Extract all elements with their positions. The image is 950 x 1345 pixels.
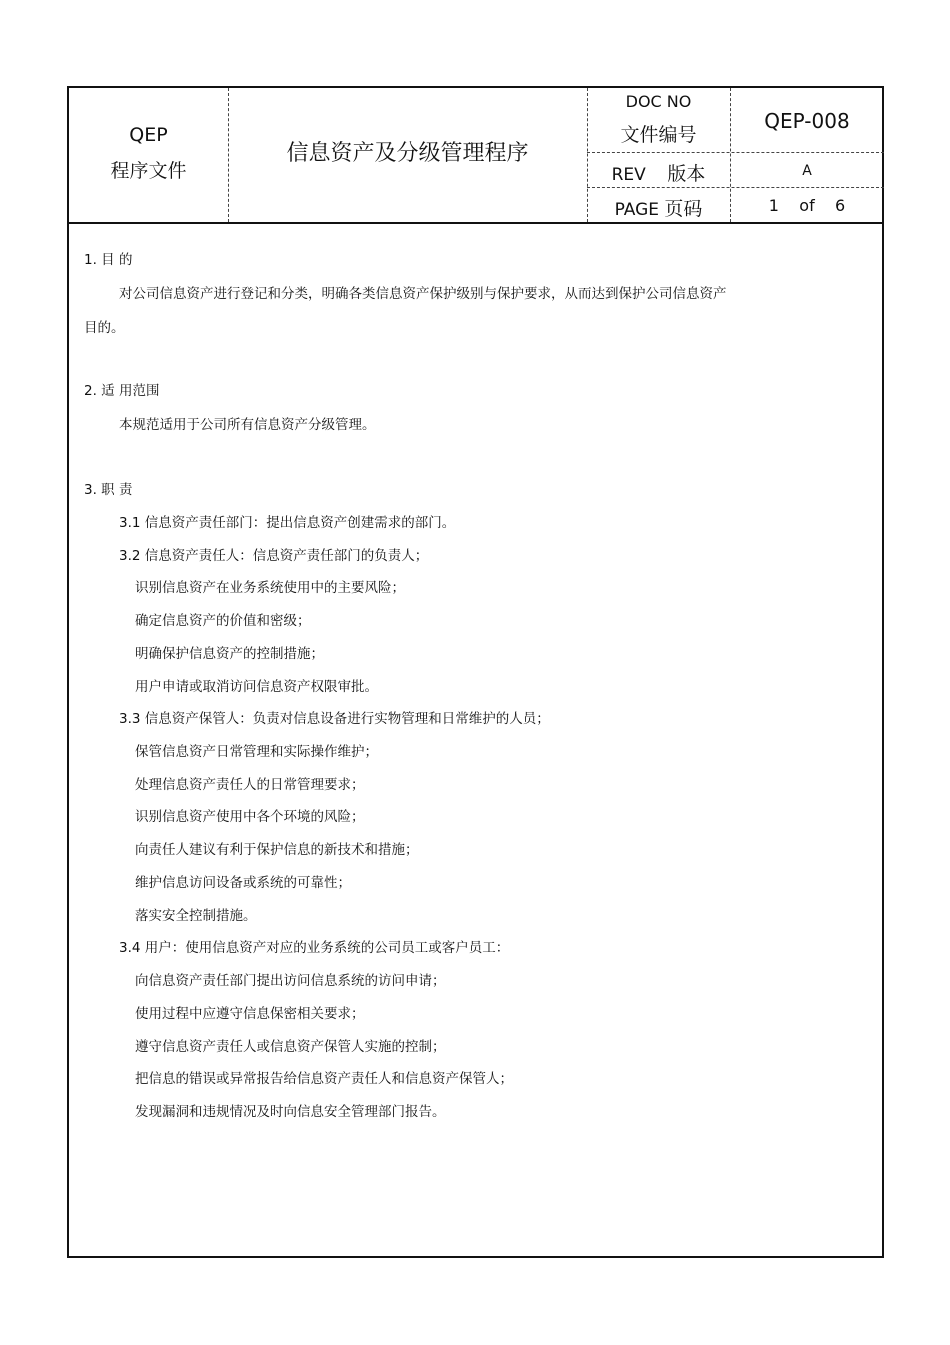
- header-row-divider: [587, 152, 884, 153]
- section-2-heading: 2. 适 用范围: [84, 383, 160, 399]
- doc-type-label: 程序文件: [110, 160, 187, 182]
- list-item: 遵守信息资产责任人或信息资产保管人实施的控制；: [135, 1039, 446, 1055]
- list-item: 向信息资产责任部门提出访问信息系统的访问申请；: [135, 973, 446, 989]
- list-item: 用户申请或取消访问信息资产权限审批。: [135, 679, 378, 695]
- list-item: 发现漏洞和违规情况及时向信息安全管理部门报告。: [135, 1104, 446, 1120]
- section-3-1: 3.1 信息资产责任部门：提出信息资产创建需求的部门。: [119, 515, 456, 531]
- doc-no-label-en: DOC NO: [625, 92, 692, 111]
- list-item: 使用过程中应遵守信息保密相关要求；: [135, 1006, 365, 1022]
- list-item: 确定信息资产的价值和密级；: [135, 613, 311, 629]
- section-3-4: 3.4 用户：使用信息资产对应的业务系统的公司员工或客户员工：: [119, 940, 510, 956]
- list-item: 把信息的错误或异常报告给信息资产责任人和信息资产保管人；: [135, 1071, 513, 1087]
- doc-no-label-cn: 文件编号: [620, 124, 697, 146]
- section-1-text: 对公司信息资产进行登记和分类，明确各类信息资产保护级别与保护要求，从而达到保护公司信息资产: [119, 286, 727, 302]
- rev-label-cn: 版本: [667, 163, 706, 185]
- page-total: 6: [835, 196, 846, 215]
- document-header: [69, 88, 882, 224]
- rev-label-en: REV: [611, 165, 646, 185]
- page-label-cn: 页码: [664, 198, 703, 220]
- section-3-3: 3.3 信息资产保管人：负责对信息设备进行实物管理和日常维护的人员；: [119, 711, 550, 727]
- section-1-heading: 1. 目 的: [84, 252, 133, 268]
- section-2-text: 本规范适用于公司所有信息资产分级管理。: [119, 417, 376, 433]
- section-3-2: 3.2 信息资产责任人：信息资产责任部门的负责人；: [119, 548, 429, 564]
- list-item: 保管信息资产日常管理和实际操作维护；: [135, 744, 378, 760]
- list-item: 处理信息资产责任人的日常管理要求；: [135, 777, 365, 793]
- rev-label: [587, 159, 730, 186]
- qep-label: QEP: [129, 124, 168, 146]
- list-item: 识别信息资产使用中各个环境的风险；: [135, 809, 365, 825]
- page-current: 1: [768, 196, 779, 215]
- rev-value: A: [802, 163, 812, 179]
- list-item: 落实安全控制措施。: [135, 908, 257, 924]
- page-label-en: PAGE: [614, 200, 659, 220]
- list-item: 明确保护信息资产的控制措施；: [135, 646, 324, 662]
- list-item: 识别信息资产在业务系统使用中的主要风险；: [135, 580, 405, 596]
- section-3-heading: 3. 职 责: [84, 482, 133, 498]
- doc-no-value: QEP-008: [764, 109, 850, 133]
- page-label: [587, 194, 730, 221]
- page-number: [730, 196, 884, 215]
- page-title: 信息资产及分级管理程序: [286, 141, 529, 166]
- page-of: of: [799, 196, 815, 215]
- section-1-text-cont: 目的。: [84, 320, 125, 336]
- list-item: 向责任人建议有利于保护信息的新技术和措施；: [135, 842, 419, 858]
- list-item: 维护信息访问设备或系统的可靠性；: [135, 875, 351, 891]
- header-row-divider: [587, 187, 884, 188]
